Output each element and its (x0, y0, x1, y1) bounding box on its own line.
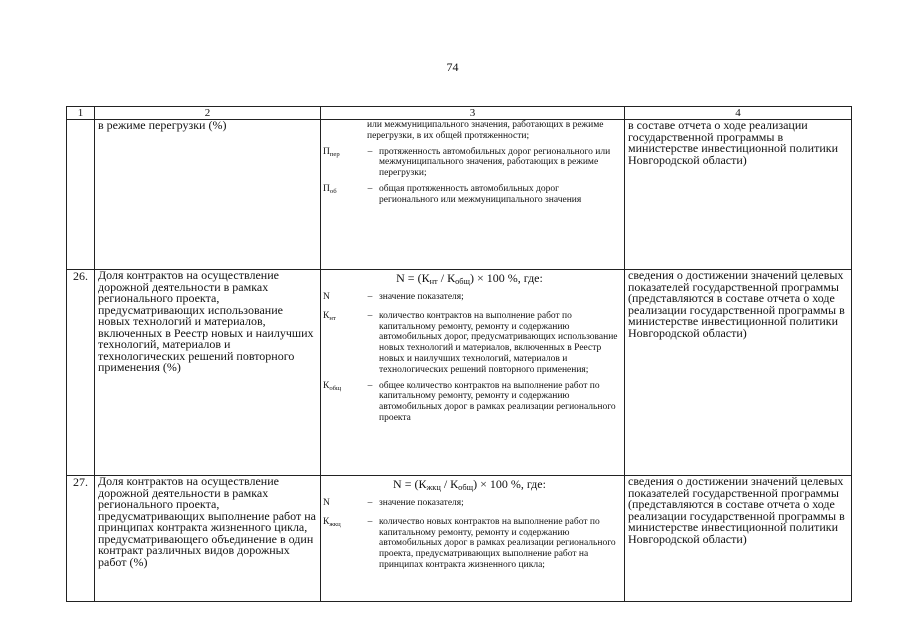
definition-item (321, 512, 618, 571)
formula-cell (321, 120, 625, 270)
definition-dash: – (367, 498, 373, 508)
definition-text: количество контрактов на выполнение работ по капитальному ремонту, ремонту и содержанию автомобильных дорог, предусматривающих использование новых технологий и материалов, включенных в Реестр новых и наилучших технологий, материалов и технологических решений повторного применения; (379, 310, 618, 375)
definition-symbol: $П_{пер}$ (323, 146, 340, 158)
definition-item (321, 376, 618, 424)
definition-item (321, 306, 618, 376)
definition-symbol: $П_{об}$ (323, 183, 337, 195)
definition-text: количество новых контрактов на выполнение работ по капитальному ремонту, ремонту и содержанию автомобильных дорог в рамках реализации регионального проекта, предусматривающих выполнение работ на принципах контракта жизненного цикла; (379, 516, 616, 570)
definition-item (321, 142, 618, 179)
row-number: 27. (67, 476, 95, 602)
definitions-list (321, 292, 618, 424)
indicator-cell: Доля контрактов на осуществление дорожной деятельности в рамках регионального проекта, предусматривающих выполнение работ на принципах контракта жизненного цикла, предусматривающего объединение в один контракт различных видов дорожных работ (%) (95, 476, 321, 602)
definition-symbol: $К_{нт}$ (323, 310, 336, 322)
header-col-4: 4 (625, 107, 852, 120)
definition-item (321, 292, 618, 306)
definition-item (321, 498, 618, 512)
definition-dash: – (367, 183, 373, 194)
definition-dash: – (367, 310, 373, 321)
definition-text: значение показателя; (379, 292, 464, 302)
formula: $N = (К_{нт} / К_{общ}) \times 100$ %, где: (396, 271, 543, 286)
table-row (67, 476, 852, 602)
definition-dash: – (367, 292, 373, 302)
indicator-cell: в режиме перегрузки (%) (95, 120, 321, 270)
formula: $N = (К_{жкц} / К_{общ}) \times 100$ %, где: (393, 477, 546, 492)
definition-item (321, 179, 618, 206)
definition-dash: – (367, 516, 373, 527)
definition-symbol: $К_{жкц}$ (323, 516, 341, 528)
formula-cell (321, 476, 625, 602)
definition-symbol: N (323, 498, 330, 508)
definition-symbol: $К_{общ}$ (323, 380, 342, 392)
row-number: 26. (67, 270, 95, 476)
definition-text: общая протяженность автомобильных дорог регионального или межмуниципального значения (379, 183, 582, 205)
header-col-3: 3 (321, 107, 625, 120)
definition-dash: – (367, 146, 373, 157)
definition-text: значение показателя; (379, 498, 464, 508)
table-row (67, 120, 852, 270)
definition-dash: – (367, 380, 373, 391)
definition-symbol: N (323, 292, 330, 302)
source-cell: в составе отчета о ходе реализации государственной программы в министерстве инвестиционной политики Новгородской области) (625, 120, 852, 270)
definitions-list (321, 498, 618, 571)
indicator-cell: Доля контрактов на осуществление дорожной деятельности в рамках регионального проекта, предусматривающих использование новых технологий и материалов, включенных в Реестр новых и наилучших технологий, материалов и технологических решений повторного применения (%) (95, 270, 321, 476)
definition-text: протяженность автомобильных дорог регионального или межмуниципального значения, работающих в режиме перегрузки; (379, 146, 611, 179)
definition-text: общее количество контрактов на выполнение работ по капитальному ремонту, ремонту и содержанию автомобильных дорог в рамках реализации регионального проекта (379, 380, 616, 423)
source-cell: сведения о достижении значений целевых показателей государственной программы (представляются в составе отчета о ходе реализации государственной программы в министерстве инвестиционной политики Новгородской области) (625, 270, 852, 476)
table-row (67, 270, 852, 476)
source-cell: сведения о достижении значений целевых показателей государственной программы (представляются в составе отчета о ходе реализации государственной программы в министерстве инвестиционной политики Новгородской области) (625, 476, 852, 602)
header-col-2: 2 (95, 107, 321, 120)
row-number (67, 120, 95, 270)
header-col-1: 1 (67, 107, 95, 120)
page-number: 74 (446, 60, 459, 74)
formula-cell (321, 270, 625, 476)
definitions-list (321, 142, 618, 206)
definition-continuation: или межмуниципального значения, работающих в режиме перегрузки, в их общей протяженности; (367, 120, 604, 141)
indicators-table (66, 106, 852, 602)
